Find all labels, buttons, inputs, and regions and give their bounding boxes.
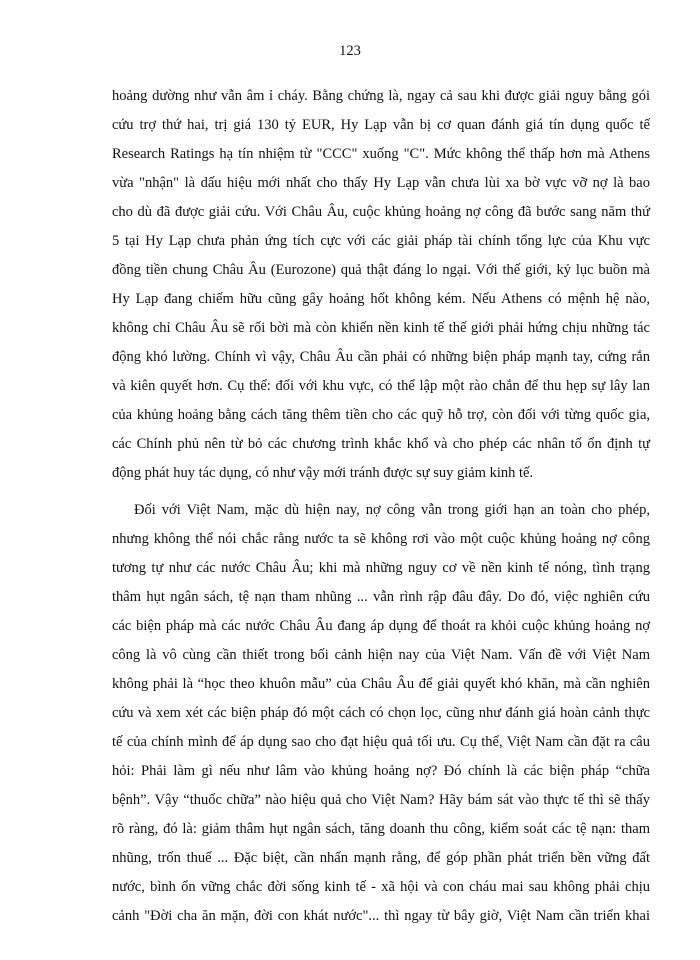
text-line: tế của chính mình để áp dụng sao cho đạt hiệu quả tối ưu. Cụ thể, Việt Nam cần đặt ra câu bbox=[112, 734, 650, 750]
text-line: và kiên quyết hơn. Cụ thể: đối với khu vực, có thể lập một rào chắn để thu hẹp sự lây lan bbox=[112, 378, 650, 394]
text-line: vừa "nhận" là dấu hiệu mới nhất cho thấy Hy Lạp vẫn chưa lùi xa bờ vực vỡ nợ là bao bbox=[112, 175, 650, 191]
text-line: cứu và xem xét các biện pháp đó một cách có chọn lọc, cũng như đánh giá hoàn cảnh thực bbox=[112, 705, 650, 721]
paragraph-1 bbox=[112, 82, 650, 488]
text-line: Hy Lạp đang chiếm hữu cũng gây hoảng hốt không kém. Nếu Athens có mệnh hệ nào, bbox=[112, 291, 650, 307]
text-line: không phải là “học theo khuôn mẫu” của Châu Âu để giải quyết khó khăn, mà cần nghiên bbox=[112, 676, 650, 692]
text-line: không chỉ Châu Âu sẽ rối bời mà còn khiến nền kinh tế thế giới phải hứng chịu những tác bbox=[112, 320, 650, 336]
text-line: các Chính phủ nên từ bỏ các chương trình khắc khổ và cho phép các nhân tố ổn định tự bbox=[112, 436, 650, 452]
text-line: công là vô cùng cần thiết trong bối cảnh hiện nay của Việt Nam. Vấn đề với Việt Nam bbox=[112, 647, 650, 663]
text-line: 5 tại Hy Lạp chưa phản ứng tích cực với các giải pháp tài chính tổng lực của Khu vực bbox=[112, 233, 650, 249]
text-line: cảnh "Đời cha ăn mặn, đời con khát nước"... thì ngay từ bây giờ, Việt Nam cần triển khai bbox=[112, 908, 650, 924]
text-line: động phát huy tác dụng, có như vậy mới tránh được sự suy giảm kinh tế. bbox=[112, 465, 534, 481]
text-line: rõ ràng, đó là: giảm thâm hụt ngân sách, tăng doanh thu công, kiểm soát các tệ nạn: tham bbox=[112, 821, 650, 837]
document-body bbox=[112, 82, 650, 931]
text-line: tương tự như các nước Châu Âu; khi mà những nguy cơ về nền kinh tế nóng, tình trạng bbox=[112, 560, 650, 576]
text-line: cho dù đã được giải cứu. Với Châu Âu, cuộc khủng hoảng nợ công đã bước sang năm thứ bbox=[112, 204, 650, 220]
text-line: các biện pháp mà các nước Châu Âu đang áp dụng để thoát ra khỏi cuộc khủng hoảng nợ bbox=[112, 618, 650, 634]
text-line: nhũng, trốn thuế ... Đặc biệt, cần nhấn mạnh rằng, để góp phần phát triển bền vững đất bbox=[112, 850, 650, 866]
text-line: nước, bình ổn vững chắc đời sống kinh tế - xã hội và con cháu mai sau không phải chịu bbox=[112, 879, 650, 895]
text-line: nhưng không thể nói chắc rằng nước ta sẽ không rơi vào một cuộc khủng hoảng nợ công bbox=[112, 531, 650, 547]
text-line: Đối với Việt Nam, mặc dù hiện nay, nợ công vẫn trong giới hạn an toàn cho phép, bbox=[134, 502, 650, 518]
text-line: của khủng hoảng bằng cách tăng thêm tiền cho các quỹ hỗ trợ, còn đối với từng quốc gia, bbox=[112, 407, 650, 423]
text-line: hỏi: Phải làm gì nếu như lâm vào khủng hoảng nợ? Đó chính là các biện pháp “chữa bbox=[112, 763, 650, 779]
paragraph-2 bbox=[112, 496, 650, 931]
text-line: Research Ratings hạ tín nhiệm từ "CCC" xuống "C". Mức không thể thấp hơn mà Athens bbox=[112, 146, 650, 162]
text-line: bệnh”. Vậy “thuốc chữa” nào hiệu quả cho Việt Nam? Hãy bám sát vào thực tế thì sẽ thấy bbox=[112, 792, 650, 808]
text-line: thâm hụt ngân sách, tệ nạn tham nhũng ... vẫn rình rập đâu đây. Do đó, việc nghiên cứu bbox=[112, 589, 650, 605]
page-number: 123 bbox=[339, 43, 361, 59]
text-line: hoảng dường như vẫn âm ỉ cháy. Bằng chứng là, ngay cả sau khi được giải nguy bằng gói bbox=[112, 88, 650, 104]
text-line: cứu trợ thứ hai, trị giá 130 tỷ EUR, Hy Lạp vẫn bị cơ quan đánh giá tín dụng quốc tế bbox=[112, 117, 650, 133]
text-line: động khó lường. Chính vì vậy, Châu Âu cần phải có những biện pháp mạnh tay, cứng rắn bbox=[112, 349, 650, 365]
text-line: đồng tiền chung Châu Âu (Eurozone) quả thật đáng lo ngại. Với thế giới, kỷ lục buồn mà bbox=[112, 262, 650, 278]
